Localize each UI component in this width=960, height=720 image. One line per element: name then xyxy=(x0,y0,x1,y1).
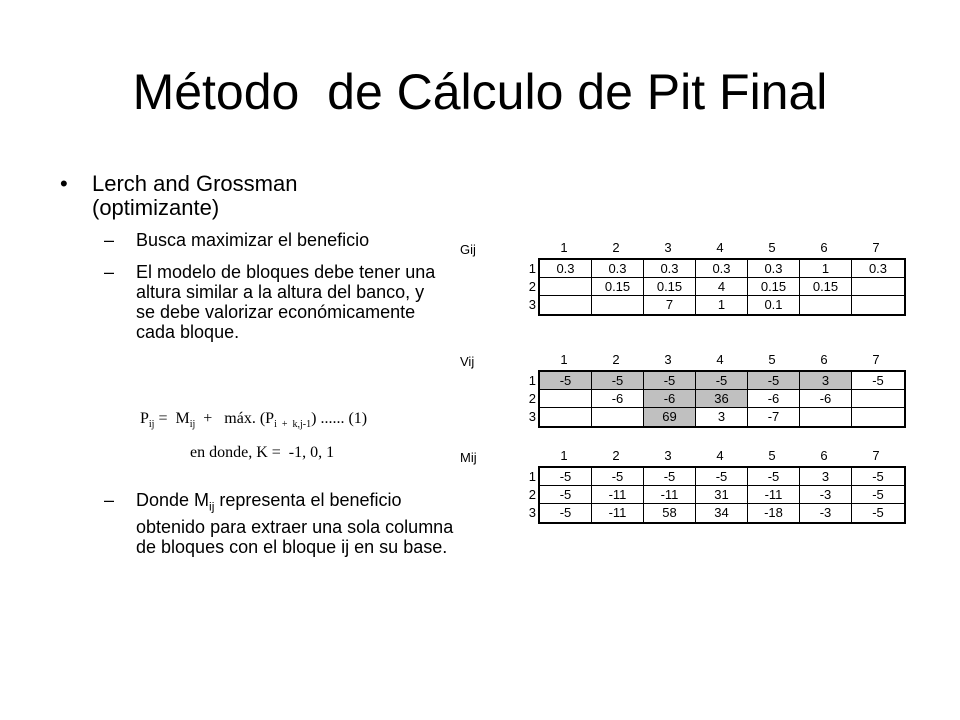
row-label: 3 xyxy=(528,297,536,312)
row-label: 3 xyxy=(528,409,536,424)
table-label-mij: Mij xyxy=(460,450,477,465)
table-cell: -6 xyxy=(644,390,696,408)
table-cell: 0.15 xyxy=(644,278,696,296)
column-header: 4 xyxy=(716,352,724,367)
table-cell: 0.3 xyxy=(592,260,644,278)
table-cell: 0.3 xyxy=(852,260,904,278)
table-cell xyxy=(540,278,592,296)
table-cell: -5 xyxy=(852,372,904,390)
slide-title: Método de Cálculo de Pit Final xyxy=(132,64,828,120)
column-header: 5 xyxy=(768,240,776,255)
table-cell xyxy=(540,408,592,426)
table-cell xyxy=(800,408,852,426)
formula-part: ) ...... (1) xyxy=(311,410,368,427)
table-cell: -6 xyxy=(748,390,800,408)
sub-item-text: El modelo de bloques debe tener una altura similar a la altura del banco, y se debe valorizar económicamente cada bloque. xyxy=(136,262,436,342)
column-header: 2 xyxy=(612,352,620,367)
dash-symbol: – xyxy=(104,490,115,510)
table-cell: -6 xyxy=(800,390,852,408)
sub-item-definition xyxy=(104,490,464,557)
formula-part: = M xyxy=(154,410,190,427)
table-cell: -11 xyxy=(644,486,696,504)
table-cell: 36 xyxy=(696,390,748,408)
table-cell xyxy=(852,296,904,314)
column-header: 6 xyxy=(820,240,828,255)
formula-condition: en donde, K = -1, 0, 1 xyxy=(190,444,335,461)
sub-item-objective xyxy=(104,230,369,250)
dash-symbol: – xyxy=(104,230,115,250)
column-header: 1 xyxy=(560,240,568,255)
table-cell: 0.3 xyxy=(696,260,748,278)
table-cell xyxy=(540,390,592,408)
column-header: 2 xyxy=(612,240,620,255)
table-cell: 0.3 xyxy=(540,260,592,278)
table-cell: 3 xyxy=(696,408,748,426)
column-header: 1 xyxy=(560,352,568,367)
table-cell: 31 xyxy=(696,486,748,504)
column-header: 2 xyxy=(612,448,620,463)
table-cell: 0.15 xyxy=(592,278,644,296)
table-cell: 0.3 xyxy=(644,260,696,278)
table-cell xyxy=(852,408,904,426)
dash-symbol: – xyxy=(104,262,115,282)
table-cell: -5 xyxy=(540,372,592,390)
table-cell: 69 xyxy=(644,408,696,426)
table-cell: -3 xyxy=(800,486,852,504)
table-cell: 3 xyxy=(800,468,852,486)
sub-item-block-model xyxy=(104,262,444,342)
table-cell xyxy=(592,296,644,314)
table-gij xyxy=(538,258,906,316)
table-cell: 0.15 xyxy=(748,278,800,296)
table-cell: 1 xyxy=(696,296,748,314)
table-cell: -5 xyxy=(748,468,800,486)
table-cell: 4 xyxy=(696,278,748,296)
column-header: 1 xyxy=(560,448,568,463)
column-header: 4 xyxy=(716,240,724,255)
table-cell: 0.1 xyxy=(748,296,800,314)
table-cell: -18 xyxy=(748,504,800,522)
column-header: 6 xyxy=(820,448,828,463)
table-label-gij: Gij xyxy=(460,242,476,257)
row-label: 2 xyxy=(528,279,536,294)
column-header: 5 xyxy=(768,448,776,463)
column-header: 3 xyxy=(664,448,672,463)
column-header: 3 xyxy=(664,240,672,255)
table-cell: -11 xyxy=(592,504,644,522)
table-cell: 3 xyxy=(800,372,852,390)
table-cell: -5 xyxy=(540,486,592,504)
column-header: 3 xyxy=(664,352,672,367)
table-cell: 7 xyxy=(644,296,696,314)
table-cell: -6 xyxy=(592,390,644,408)
row-label: 1 xyxy=(528,373,536,388)
table-cell: -5 xyxy=(748,372,800,390)
table-cell: -11 xyxy=(748,486,800,504)
column-header: 4 xyxy=(716,448,724,463)
row-label: 1 xyxy=(528,261,536,276)
formula-subscript: ij xyxy=(148,419,155,431)
definition-subscript: ij xyxy=(209,499,215,514)
table-mij xyxy=(538,466,906,524)
table-cell: -5 xyxy=(592,468,644,486)
column-header: 7 xyxy=(872,448,880,463)
table-cell xyxy=(852,278,904,296)
formula-part: + máx. (P xyxy=(195,410,275,427)
table-cell: -5 xyxy=(540,504,592,522)
column-header: 5 xyxy=(768,352,776,367)
definition-text: Donde M xyxy=(136,490,210,510)
table-cell: -5 xyxy=(852,468,904,486)
table-cell: 0.15 xyxy=(800,278,852,296)
formula-part: P xyxy=(140,410,149,427)
row-label: 2 xyxy=(528,487,536,502)
table-cell xyxy=(852,390,904,408)
formula-equation xyxy=(140,410,367,430)
column-header: 7 xyxy=(872,352,880,367)
table-cell: -11 xyxy=(592,486,644,504)
table-cell: -3 xyxy=(800,504,852,522)
table-cell: -5 xyxy=(852,486,904,504)
row-label: 2 xyxy=(528,391,536,406)
table-cell: 1 xyxy=(800,260,852,278)
table-cell: -5 xyxy=(696,468,748,486)
table-cell xyxy=(592,408,644,426)
table-vij xyxy=(538,370,906,428)
table-cell xyxy=(540,296,592,314)
bullet-symbol: • xyxy=(60,171,68,196)
table-label-vij: Vij xyxy=(460,354,475,369)
row-label: 1 xyxy=(528,469,536,484)
sub-item-text: Busca maximizar el beneficio xyxy=(136,230,370,250)
table-cell: -5 xyxy=(644,468,696,486)
formula-subscript: ij xyxy=(189,419,196,431)
formula-subscript: i + k,j-1 xyxy=(274,419,312,431)
bullet-text: Lerch and Grossman (optimizante) xyxy=(92,171,298,220)
table-cell: -5 xyxy=(696,372,748,390)
column-header: 7 xyxy=(872,240,880,255)
column-header: 6 xyxy=(820,352,828,367)
sub-item-text xyxy=(136,490,464,557)
table-cell: -7 xyxy=(748,408,800,426)
table-cell: -5 xyxy=(872,505,884,520)
bullet-item xyxy=(60,172,460,220)
table-cell: -5 xyxy=(592,372,644,390)
definition-text: representa el beneficio obtenido para extraer una sola columna de bloques con el bloque ij en su base. xyxy=(136,490,454,557)
table-cell xyxy=(800,296,852,314)
table-cell: 0.3 xyxy=(748,260,800,278)
table-cell: 34 xyxy=(696,504,748,522)
table-cell: -5 xyxy=(644,372,696,390)
row-label: 3 xyxy=(528,505,536,520)
table-cell: 58 xyxy=(644,504,696,522)
table-cell: -5 xyxy=(540,468,592,486)
